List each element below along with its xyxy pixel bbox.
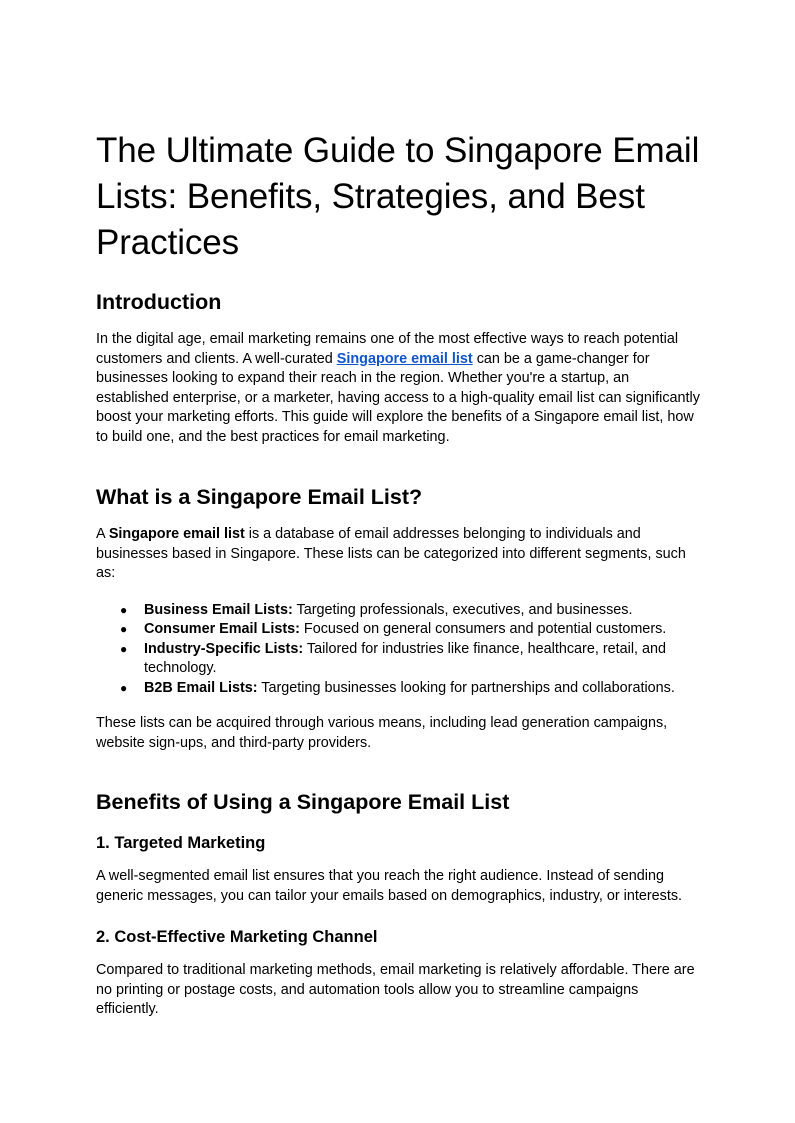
intro-text-before: In the digital age, email marketing remains one of the most effective ways to reach potential customers and clients. A well-curated xyxy=(96,331,679,367)
list-item-text: Focused on general consumers and potential customers. xyxy=(299,621,667,637)
benefit-heading-targeted-marketing: 1. Targeted Marketing xyxy=(96,834,266,852)
singapore-email-list-link[interactable]: Singapore email list xyxy=(336,350,473,367)
page-title: The Ultimate Guide to Singapore Email Lists: Benefits, Strategies, and Best Practices xyxy=(96,131,700,262)
document-page xyxy=(96,128,700,1037)
intro-text-after: can be a game-changer for businesses looking to expand their reach in the region. Whether you're a startup, an established enterprise, or a marketer, having access to a high-quality email list can significantly boost your marketing efforts. This guide will explore the benefits of a Singapore email list, how to build one, and the best practices for email marketing. xyxy=(96,350,700,445)
what-is-heading: What is a Singapore Email List? xyxy=(96,485,423,509)
what-is-rest: is a database of email addresses belonging to individuals and businesses based in Singapore. These lists can be categorized into different segments, such as: xyxy=(96,526,686,581)
what-is-closing: These lists can be acquired through various means, including lead generation campaigns, website sign-ups, and third-party providers. xyxy=(96,715,668,751)
intro-heading: Introduction xyxy=(96,290,222,314)
what-is-paragraph xyxy=(96,525,700,584)
what-is-prefix: A xyxy=(96,526,109,542)
benefit-heading-cost-effective: 2. Cost-Effective Marketing Channel xyxy=(96,928,378,946)
benefits-heading: Benefits of Using a Singapore Email List xyxy=(96,790,510,814)
intro-paragraph xyxy=(96,330,700,447)
list-item-label: B2B Email Lists: xyxy=(144,679,258,696)
what-is-bold-term: Singapore email list xyxy=(108,526,245,542)
bullet-icon: ● xyxy=(120,602,128,617)
list-item xyxy=(120,620,700,640)
list-item xyxy=(120,640,700,679)
list-item xyxy=(120,679,700,699)
bullet-icon: ● xyxy=(120,680,128,695)
list-item-label: Business Email Lists: xyxy=(144,601,293,618)
bullet-icon: ● xyxy=(120,641,128,656)
list-item-label: Industry-Specific Lists: xyxy=(144,640,304,657)
benefit-text-cost-effective: Compared to traditional marketing methods, email marketing is relatively affordable. There are no printing or postage costs, and automation tools allow you to streamline campaigns efficiently. xyxy=(96,962,695,1017)
list-item-text: Targeting professionals, executives, and businesses. xyxy=(292,601,633,618)
list-item xyxy=(120,601,700,621)
bullet-icon: ● xyxy=(120,622,128,636)
list-item-text: Tailored for industries like finance, healthcare, retail, and technology. xyxy=(144,640,667,676)
benefit-text-targeted-marketing: A well-segmented email list ensures that you reach the right audience. Instead of sending generic messages, you can tailor your emails based on demographics, industry, or interests. xyxy=(96,868,683,904)
email-list-types xyxy=(96,601,700,699)
list-item-text: Targeting businesses looking for partnerships and collaborations. xyxy=(257,679,675,696)
list-item-label: Consumer Email Lists: xyxy=(144,621,300,637)
